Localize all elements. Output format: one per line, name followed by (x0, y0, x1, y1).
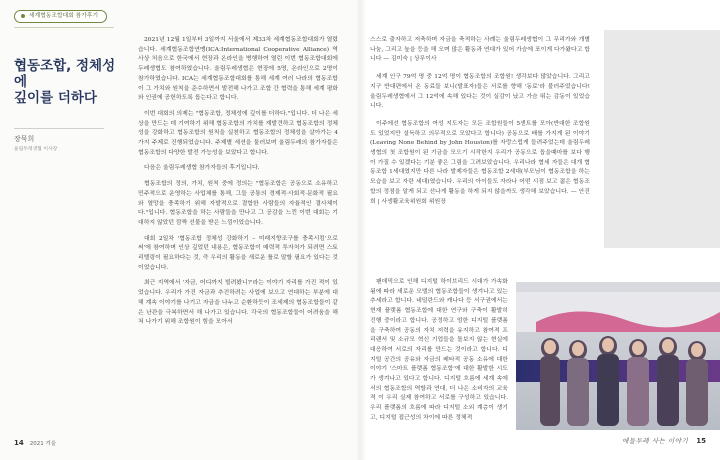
body-paragraph: 스스로 출자하고 저축하며 자금을 축적하는 사례는 울림두레생협이 그 무리가와 개별 나눔, 그리고 높을 등을 해 오며 많은 활동과 연대가 있어 가슴에 포이게 다가왔다고 합니다 — 김미숙 | 상무이사 (370, 37, 590, 63)
page-number: 15 (696, 437, 706, 445)
body-paragraph: 이주에선 협동조합의 여성 지도자는 모든 조합원들이 5센트를 모아(반대한 조합원도 있었지만 설득하고 의무적으로 모았다고 합니다) 공동으로 배를 가지게 된 이야기(Leaving None Behind by John Houston)를 자랑스럽게 들려주었는데 울림두레생협의 첫 조합원이 된 기금을 모으기 시작한지 우리가 공동으로 돕을때마를 보다 행 이 가질 수 있겠다는 기분 좋은 그림을 그려보았습니다. 우리나라 협세 자들은 대개 협동조합 1세대였지만 다른 나라 발제자들은 협동조합 2세대(부모님이 협동조합을 하는 모습을 보고 자란 세대)였습니다. 우리의 아이들도 자라나 어떤 시점 보고 젊은 협동조합의 정점을 알게 되고 선나게 활동을 하게 되지 않을까도 생각해 보았습니다. — 안진희 | 사생활교육위원회 위원장 (370, 120, 590, 205)
event-photo (516, 282, 720, 430)
right-text-column (370, 36, 590, 215)
page-footer-left (14, 439, 56, 447)
left-text-column (138, 36, 338, 334)
author-divider (14, 128, 104, 129)
body-paragraph: 대회 2일차 '협동조합 정체성 강화하기 – 미래지향조구를 충족시킴'으로써'에 참여하며 인상 깊었던 내용은, 협동조합이 매력적 투자처가 되려면 스토리텔링이 필요하다는 것, 즉 우리의 활동을 새로운 틀로 말할 필요가 있다는 것이었습니다. (138, 235, 338, 271)
publication-brand: 애들두레 사는 이야기 (622, 437, 689, 445)
section-divider (14, 27, 114, 28)
body-paragraph: 협동조합의 정의, 가치, 원칙 중에 정의는 "협동조합은 공동으로 소유하고 민주적으로 운영하는 사업체를 통해, 그들 공통의 경제적·사회적·문화적 필요와 열망을 충족하기 위해 자발적으로 결합한 사람들의 자율적인 결사체이다."입니다. 협동조합을 하는 사람들을 만나고 그 공감을 느낀 이번 대회는 기대하지 않았던 깜짝 선물을 받은 느낌이었습니다. (138, 181, 338, 226)
bullet-icon (21, 14, 25, 18)
page-number: 14 (14, 439, 24, 447)
page-footer-right (622, 436, 706, 445)
article-title-line: 깊이를 더하다 (14, 90, 97, 106)
body-paragraph: 이번 대회의 의제는 "협동조합, 정체성에 깊이를 더하다."입니다. 더 나은 세상을 만드는 데 기여하기 위해 협동조합의 가치를 재발견하고 협동조합의 정체성을 강화하고 협동조합의 원칙을 실천하고 협동조합의 정체성을 살아가는 4가지 주제로 진행되었습니다. 주제별 세션을 둘러보며 울림두레의 참가자들은 협동조합의 다양한 발전 가능성을 보았다고 합니다. (138, 110, 338, 156)
author-name: 장묵희 (14, 135, 35, 143)
section-tab (14, 10, 107, 23)
body-paragraph: 2021년 12월 1일부터 3일까지 서울에서 제33차 세계협동조합대회가 열렸습니다. 세계협동조합연맹(ICA:International Cooperative Alliance) 역사상 처음으로 한국에서 현장과 온라인을 병행하여 열린 이번 협동조합대회에 두레생협도 참여하였습니다. 울림두레생협은 현장에 5명, 온라인으로 2명이 참가하였습니다. ICA는 세계협동조합대회를 통해 세계 여러 나라의 협동조합이 그 가치와 원칙을 준수하면서 발전해 나가고 조합 간 협력을 통해 세계 평화와 인권에 공헌하도록 돕는다고 합니다. (138, 37, 338, 102)
author-affiliation: 울림두레생협 이사장 (14, 147, 58, 152)
event-photo-image (516, 282, 720, 430)
body-paragraph: 팬데믹으로 인해 디지털 하이브리드 시대가 가속화됨에 따라 새로운 모델의 협동조합들이 생겨나고 있는 추세라고 합니다. 네덜란드와 캐나다 등 서구권에서는 현재 플랫폼 협동조합에 대한 연구와 구축이 활발히 진행 중이라고 합니다. 공정하고 엄한 디지털 플랫폼을 구축하여 공동의 자치 저력을 유지하고 참여적 프리랜서 및 소규모 혁신 기업들을 돌보지 않는 현실에 대응하여 서로의 자리를 만드는 것이라고 합니다. 디지털 공간의 공유와 자금의 배타적 공동 소유에 대한 이야기 '스마트 플랫폼 협동조합'에 대한 활발한 시도가 생겨나고 있다고 합니다. 디지털 흐름에 세계 속에서의 협동조합의 역할과 연대, 더 나은 소비자의 교육적 이 우리 실제 참여하고 서로를 구성하고 있습니다. 우리 플랫폼의 흐름에 따라 디지털 소외 계층이 생기고, 디지털 접근성의 차이에 따른 정체적 (370, 279, 508, 421)
article-title (14, 58, 124, 106)
page-gutter (356, 0, 366, 460)
section-tab-label: 세계협동조합대회 참가후기 (29, 13, 99, 19)
body-paragraph: 세계 인구 79억 명 중 12억 명이 협동조합의 조합원! 생각보다 많았습니다. 그리고 지구 반대편에서 온 동료들 보니(발표자)들은 서로를 향해 '동료'라 불러주었습니다! 울림두레생협에서 그 12억에 속해 있다는 것이 실감이 났고 가슴 뛰는 감동이 있었습니다. (370, 74, 590, 110)
body-paragraph: 최근 지역에서 '자금, 어디까지 빌려봤니?'라는 이야기 자리를 가진 적이 있었습니다. 우리가 가진 자금과 추진하려는 사업에 보으고 연대하는 부분에 대해 계속 이야기를 나기고 자금을 나누고 순환하듯이 조세제의 협동조합들이 같은 난관을 극복하면서 해 나가고 있습니다. 각국의 협동조합들이 어려움을 해쳐 나가기 위해 조합원이 힘을 모아서 (138, 280, 338, 326)
issue-season: 2021 겨울 (29, 441, 57, 447)
article-title-line: 협동조합, 정체성에 (14, 58, 116, 90)
right-bottom-text-column (370, 278, 508, 430)
side-panel (604, 30, 720, 248)
body-paragraph: 다음은 울림두레생협 참가자들의 후기입니다. (144, 165, 260, 172)
